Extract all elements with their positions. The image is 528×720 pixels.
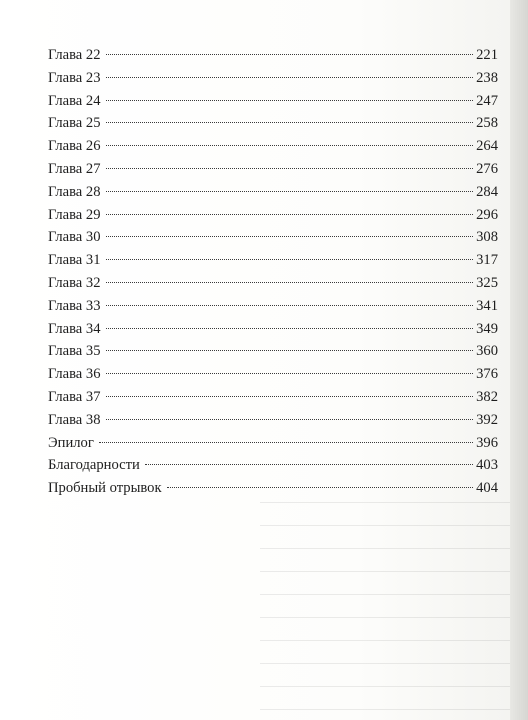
toc-entry-title: Глава 28 <box>48 183 101 200</box>
toc-entry <box>48 363 498 386</box>
toc-entry-page: 325 <box>476 274 498 291</box>
toc-entry <box>48 226 498 249</box>
toc-entry <box>48 386 498 409</box>
toc-entry <box>48 477 498 500</box>
toc-entry-title: Глава 32 <box>48 274 101 291</box>
dot-leader <box>106 282 473 283</box>
toc-entry <box>48 295 498 318</box>
toc-entry-title: Глава 37 <box>48 388 101 405</box>
dot-leader <box>106 54 473 55</box>
dot-leader <box>106 373 473 374</box>
toc-entry <box>48 135 498 158</box>
toc-entry-title: Благодарности <box>48 457 140 474</box>
dot-leader <box>99 442 473 443</box>
toc-entry <box>48 181 498 204</box>
toc-entry-page: 396 <box>476 434 498 451</box>
page-edge-shadow <box>510 0 528 720</box>
dot-leader <box>106 191 473 192</box>
toc-entry-title: Глава 25 <box>48 115 101 132</box>
dot-leader <box>106 396 473 397</box>
toc-entry <box>48 340 498 363</box>
toc-entry <box>48 90 498 113</box>
toc-entry <box>48 272 498 295</box>
toc-entry-title: Глава 24 <box>48 92 101 109</box>
toc-entry-title: Глава 30 <box>48 229 101 246</box>
toc-entry-page: 284 <box>476 183 498 200</box>
toc-entry <box>48 432 498 455</box>
toc-entry-page: 247 <box>476 92 498 109</box>
toc-entry-title: Пробный отрывок <box>48 480 162 497</box>
dot-leader <box>106 77 473 78</box>
toc-entry-page: 308 <box>476 229 498 246</box>
toc-entry-title: Глава 35 <box>48 343 101 360</box>
dot-leader <box>106 328 473 329</box>
toc-entry-page: 392 <box>476 411 498 428</box>
dot-leader <box>106 350 473 351</box>
toc-entry-title: Глава 34 <box>48 320 101 337</box>
toc-entry <box>48 318 498 341</box>
dot-leader <box>106 259 473 260</box>
dot-leader <box>167 487 473 488</box>
toc-entry <box>48 204 498 227</box>
dot-leader <box>106 214 473 215</box>
toc-entry-page: 221 <box>476 47 498 63</box>
toc-entry-title: Эпилог <box>48 434 94 451</box>
toc-entry <box>48 454 498 477</box>
table-of-contents <box>48 44 498 500</box>
toc-entry <box>48 158 498 181</box>
toc-entry-page: 382 <box>476 388 498 405</box>
toc-entry-title: Глава 38 <box>48 411 101 428</box>
toc-entry-page: 403 <box>476 457 498 474</box>
dot-leader <box>145 464 473 465</box>
toc-entry-page: 341 <box>476 297 498 314</box>
toc-entry-page: 360 <box>476 343 498 360</box>
toc-entry-page: 349 <box>476 320 498 337</box>
toc-entry-title: Глава 26 <box>48 138 101 155</box>
toc-entry-title: Глава 22 <box>48 47 101 63</box>
toc-entry-title: Глава 33 <box>48 297 101 314</box>
toc-entry-page: 404 <box>476 480 498 497</box>
dot-leader <box>106 122 473 123</box>
toc-entry <box>48 249 498 272</box>
dot-leader <box>106 236 473 237</box>
toc-entry-title: Глава 31 <box>48 252 101 269</box>
toc-entry-title: Глава 29 <box>48 206 101 223</box>
toc-entry <box>48 67 498 90</box>
toc-entry-page: 296 <box>476 206 498 223</box>
toc-entry-title: Глава 36 <box>48 366 101 383</box>
dot-leader <box>106 100 473 101</box>
toc-entry <box>48 44 498 67</box>
toc-entry-page: 276 <box>476 160 498 177</box>
toc-entry-page: 317 <box>476 252 498 269</box>
toc-entry-page: 376 <box>476 366 498 383</box>
dot-leader <box>106 145 473 146</box>
toc-entry-page: 264 <box>476 138 498 155</box>
toc-entry-title: Глава 23 <box>48 69 101 86</box>
toc-entry <box>48 112 498 135</box>
toc-entry-page: 238 <box>476 69 498 86</box>
dot-leader <box>106 305 473 306</box>
toc-entry-page: 258 <box>476 115 498 132</box>
dot-leader <box>106 419 473 420</box>
toc-entry <box>48 409 498 432</box>
dot-leader <box>106 168 473 169</box>
toc-entry-title: Глава 27 <box>48 160 101 177</box>
show-through-text <box>260 480 510 720</box>
